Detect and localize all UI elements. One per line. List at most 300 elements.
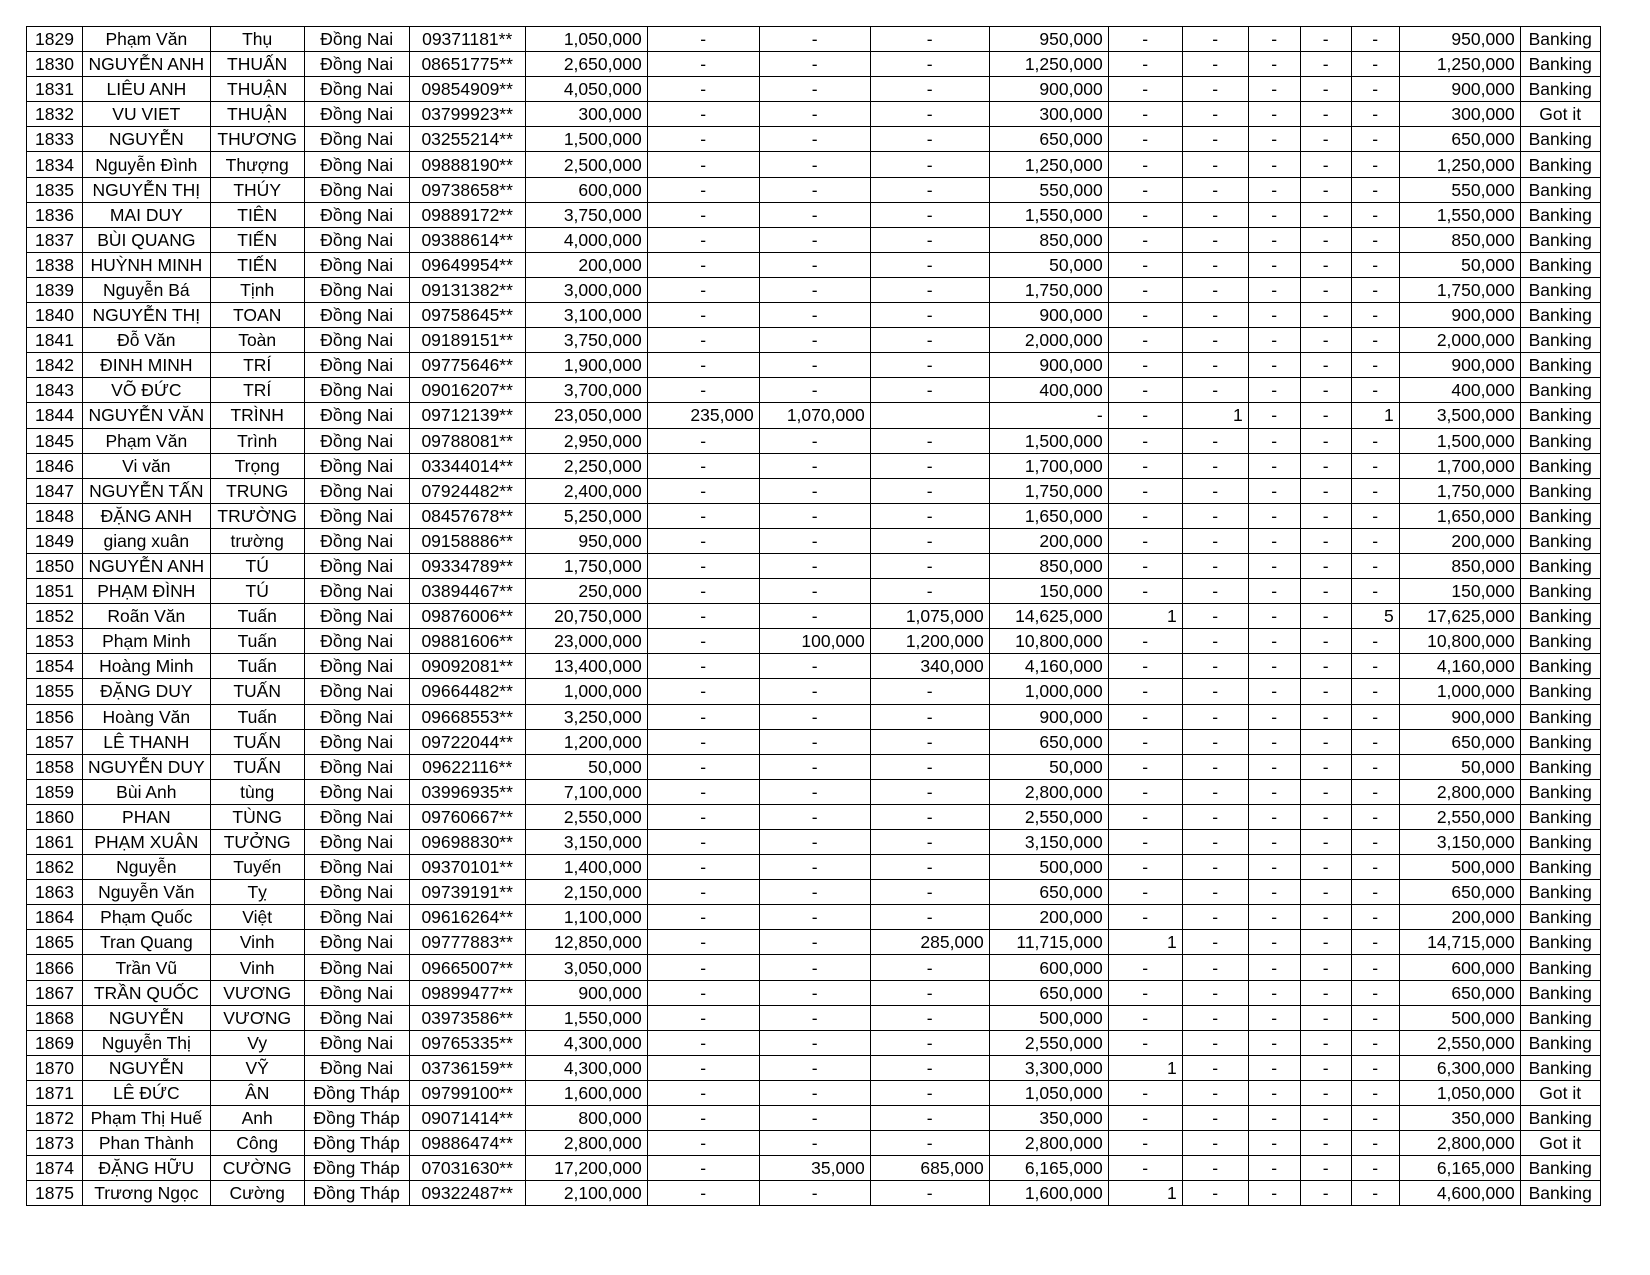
table-row — [27, 478, 1601, 503]
phone-cell: 09665007** — [409, 955, 525, 980]
row-number-cell: 1842 — [27, 353, 83, 378]
total-cell: 650,000 — [1399, 127, 1520, 152]
last-name-cell: PHẠM ĐÌNH — [83, 579, 211, 604]
count-4-cell: - — [1300, 303, 1351, 328]
phone-cell: 09889172** — [409, 202, 525, 227]
row-number-cell: 1831 — [27, 77, 83, 102]
first-name-cell: TOAN — [210, 303, 304, 328]
paid-amount-cell: 350,000 — [989, 1106, 1108, 1131]
row-number-cell: 1841 — [27, 328, 83, 353]
paid-amount-cell: 2,550,000 — [989, 1030, 1108, 1055]
col-7-cell: - — [647, 1080, 759, 1105]
col-9-cell: - — [870, 980, 989, 1005]
last-name-cell: LIÊU ANH — [83, 77, 211, 102]
col-8-cell: - — [759, 353, 870, 378]
amount-cell: 1,900,000 — [525, 353, 647, 378]
phone-cell: 03736159** — [409, 1055, 525, 1080]
paid-amount-cell: 500,000 — [989, 1005, 1108, 1030]
count-4-cell: - — [1300, 905, 1351, 930]
last-name-cell: NGUYỄN THỊ — [83, 177, 211, 202]
paid-amount-cell: 900,000 — [989, 77, 1108, 102]
col-7-cell: - — [647, 328, 759, 353]
last-name-cell: NGUYỄN DUY — [83, 754, 211, 779]
col-9-cell: - — [870, 252, 989, 277]
amount-cell: 2,100,000 — [525, 1181, 647, 1206]
count-5-cell: 5 — [1351, 604, 1399, 629]
last-name-cell: HUỲNH MINH — [83, 252, 211, 277]
method-cell: Banking — [1520, 403, 1600, 428]
paid-amount-cell: - — [989, 403, 1108, 428]
amount-cell: 1,750,000 — [525, 553, 647, 578]
col-7-cell: - — [647, 303, 759, 328]
phone-cell: 03799923** — [409, 102, 525, 127]
total-cell: 1,250,000 — [1399, 152, 1520, 177]
last-name-cell: ĐẶNG HỮU — [83, 1156, 211, 1181]
col-7-cell: - — [647, 1156, 759, 1181]
first-name-cell: Thụ — [210, 27, 304, 52]
total-cell: 900,000 — [1399, 704, 1520, 729]
col-7-cell: - — [647, 1055, 759, 1080]
method-cell: Banking — [1520, 679, 1600, 704]
last-name-cell: NGUYỄN — [83, 1055, 211, 1080]
table-row — [27, 729, 1601, 754]
count-1-cell: - — [1108, 353, 1182, 378]
col-9-cell: - — [870, 804, 989, 829]
col-8-cell: - — [759, 378, 870, 403]
first-name-cell: TƯỞNG — [210, 830, 304, 855]
row-number-cell: 1839 — [27, 277, 83, 302]
row-number-cell: 1858 — [27, 754, 83, 779]
col-8-cell: - — [759, 1131, 870, 1156]
count-2-cell: - — [1182, 930, 1248, 955]
amount-cell: 2,650,000 — [525, 52, 647, 77]
count-2-cell: - — [1182, 553, 1248, 578]
phone-cell: 09886474** — [409, 1131, 525, 1156]
total-cell: 600,000 — [1399, 955, 1520, 980]
amount-cell: 13,400,000 — [525, 654, 647, 679]
method-cell: Banking — [1520, 328, 1600, 353]
total-cell: 1,000,000 — [1399, 679, 1520, 704]
count-2-cell: - — [1182, 227, 1248, 252]
count-4-cell: - — [1300, 679, 1351, 704]
col-8-cell: - — [759, 1181, 870, 1206]
col-9-cell: - — [870, 328, 989, 353]
amount-cell: 3,250,000 — [525, 704, 647, 729]
paid-amount-cell: 14,625,000 — [989, 604, 1108, 629]
table-row — [27, 1030, 1601, 1055]
col-9-cell: - — [870, 102, 989, 127]
count-1-cell: - — [1108, 804, 1182, 829]
first-name-cell: TÚ — [210, 553, 304, 578]
first-name-cell: Toàn — [210, 328, 304, 353]
row-number-cell: 1851 — [27, 579, 83, 604]
col-7-cell: - — [647, 453, 759, 478]
count-5-cell: - — [1351, 830, 1399, 855]
last-name-cell: BÙI QUANG — [83, 227, 211, 252]
total-cell: 400,000 — [1399, 378, 1520, 403]
method-cell: Banking — [1520, 52, 1600, 77]
paid-amount-cell: 900,000 — [989, 303, 1108, 328]
col-9-cell: - — [870, 277, 989, 302]
col-8-cell: 1,070,000 — [759, 403, 870, 428]
amount-cell: 300,000 — [525, 102, 647, 127]
count-3-cell: - — [1248, 428, 1300, 453]
count-4-cell: - — [1300, 227, 1351, 252]
count-5-cell: - — [1351, 252, 1399, 277]
count-3-cell: - — [1248, 754, 1300, 779]
row-number-cell: 1865 — [27, 930, 83, 955]
method-cell: Banking — [1520, 1030, 1600, 1055]
col-7-cell: - — [647, 955, 759, 980]
phone-cell: 09649954** — [409, 252, 525, 277]
row-number-cell: 1859 — [27, 779, 83, 804]
amount-cell: 23,000,000 — [525, 629, 647, 654]
row-number-cell: 1855 — [27, 679, 83, 704]
method-cell: Got it — [1520, 102, 1600, 127]
province-cell: Đồng Nai — [304, 378, 409, 403]
province-cell: Đồng Tháp — [304, 1106, 409, 1131]
col-8-cell: - — [759, 152, 870, 177]
total-cell: 850,000 — [1399, 553, 1520, 578]
total-cell: 1,550,000 — [1399, 202, 1520, 227]
phone-cell: 07031630** — [409, 1156, 525, 1181]
table-row — [27, 905, 1601, 930]
col-8-cell: - — [759, 1106, 870, 1131]
count-1-cell: - — [1108, 378, 1182, 403]
row-number-cell: 1867 — [27, 980, 83, 1005]
phone-cell: 09370101** — [409, 855, 525, 880]
col-9-cell: - — [870, 1131, 989, 1156]
last-name-cell: Phạm Thị Huế — [83, 1106, 211, 1131]
total-cell: 200,000 — [1399, 528, 1520, 553]
col-7-cell: - — [647, 855, 759, 880]
province-cell: Đồng Tháp — [304, 1131, 409, 1156]
count-3-cell: - — [1248, 453, 1300, 478]
paid-amount-cell: 650,000 — [989, 127, 1108, 152]
count-4-cell: - — [1300, 403, 1351, 428]
total-cell: 550,000 — [1399, 177, 1520, 202]
count-2-cell: - — [1182, 1181, 1248, 1206]
method-cell: Banking — [1520, 1055, 1600, 1080]
method-cell: Banking — [1520, 1181, 1600, 1206]
count-3-cell: - — [1248, 1055, 1300, 1080]
amount-cell: 250,000 — [525, 579, 647, 604]
paid-amount-cell: 850,000 — [989, 227, 1108, 252]
method-cell: Banking — [1520, 478, 1600, 503]
first-name-cell: Tịnh — [210, 277, 304, 302]
count-3-cell: - — [1248, 980, 1300, 1005]
method-cell: Banking — [1520, 353, 1600, 378]
col-8-cell: - — [759, 855, 870, 880]
col-7-cell: - — [647, 503, 759, 528]
province-cell: Đồng Nai — [304, 1005, 409, 1030]
province-cell: Đồng Nai — [304, 579, 409, 604]
province-cell: Đồng Nai — [304, 779, 409, 804]
method-cell: Banking — [1520, 453, 1600, 478]
count-4-cell: - — [1300, 52, 1351, 77]
paid-amount-cell: 1,000,000 — [989, 679, 1108, 704]
paid-amount-cell: 50,000 — [989, 252, 1108, 277]
last-name-cell: LÊ ĐỨC — [83, 1080, 211, 1105]
phone-cell: 09712139** — [409, 403, 525, 428]
phone-cell: 09854909** — [409, 77, 525, 102]
row-number-cell: 1856 — [27, 704, 83, 729]
total-cell: 3,500,000 — [1399, 403, 1520, 428]
last-name-cell: Phạm Minh — [83, 629, 211, 654]
count-5-cell: - — [1351, 629, 1399, 654]
method-cell: Banking — [1520, 704, 1600, 729]
count-5-cell: - — [1351, 654, 1399, 679]
first-name-cell: TÚ — [210, 579, 304, 604]
count-3-cell: - — [1248, 303, 1300, 328]
first-name-cell: TRÍ — [210, 378, 304, 403]
count-5-cell: - — [1351, 855, 1399, 880]
last-name-cell: TRẦN QUỐC — [83, 980, 211, 1005]
amount-cell: 50,000 — [525, 754, 647, 779]
method-cell: Banking — [1520, 378, 1600, 403]
province-cell: Đồng Nai — [304, 804, 409, 829]
count-1-cell: - — [1108, 1131, 1182, 1156]
col-9-cell: - — [870, 453, 989, 478]
count-2-cell: 1 — [1182, 403, 1248, 428]
phone-cell: 09622116** — [409, 754, 525, 779]
province-cell: Đồng Tháp — [304, 1181, 409, 1206]
col-9-cell: 685,000 — [870, 1156, 989, 1181]
table-row — [27, 428, 1601, 453]
phone-cell: 09664482** — [409, 679, 525, 704]
table-row — [27, 102, 1601, 127]
total-cell: 1,050,000 — [1399, 1080, 1520, 1105]
last-name-cell: Đỗ Văn — [83, 328, 211, 353]
method-cell: Banking — [1520, 177, 1600, 202]
count-5-cell: - — [1351, 177, 1399, 202]
count-4-cell: - — [1300, 804, 1351, 829]
row-number-cell: 1861 — [27, 830, 83, 855]
count-2-cell: - — [1182, 378, 1248, 403]
province-cell: Đồng Nai — [304, 277, 409, 302]
col-7-cell: - — [647, 1131, 759, 1156]
method-cell: Banking — [1520, 579, 1600, 604]
phone-cell: 09799100** — [409, 1080, 525, 1105]
paid-amount-cell: 4,160,000 — [989, 654, 1108, 679]
count-4-cell: - — [1300, 1131, 1351, 1156]
table-row — [27, 880, 1601, 905]
amount-cell: 2,950,000 — [525, 428, 647, 453]
paid-amount-cell: 50,000 — [989, 754, 1108, 779]
col-9-cell: - — [870, 227, 989, 252]
count-4-cell: - — [1300, 277, 1351, 302]
total-cell: 1,250,000 — [1399, 52, 1520, 77]
province-cell: Đồng Nai — [304, 754, 409, 779]
count-5-cell: - — [1351, 102, 1399, 127]
paid-amount-cell: 3,150,000 — [989, 830, 1108, 855]
count-2-cell: - — [1182, 252, 1248, 277]
row-number-cell: 1857 — [27, 729, 83, 754]
table-row — [27, 1181, 1601, 1206]
phone-cell: 09668553** — [409, 704, 525, 729]
col-7-cell: - — [647, 252, 759, 277]
col-7-cell: - — [647, 77, 759, 102]
col-8-cell: - — [759, 528, 870, 553]
col-8-cell: - — [759, 277, 870, 302]
amount-cell: 2,800,000 — [525, 1131, 647, 1156]
total-cell: 200,000 — [1399, 905, 1520, 930]
count-4-cell: - — [1300, 579, 1351, 604]
count-5-cell: - — [1351, 779, 1399, 804]
province-cell: Đồng Nai — [304, 980, 409, 1005]
col-8-cell: - — [759, 579, 870, 604]
last-name-cell: Phan Thành — [83, 1131, 211, 1156]
last-name-cell: giang xuân — [83, 528, 211, 553]
count-4-cell: - — [1300, 1080, 1351, 1105]
first-name-cell: Tuấn — [210, 604, 304, 629]
count-5-cell: - — [1351, 704, 1399, 729]
total-cell: 10,800,000 — [1399, 629, 1520, 654]
col-8-cell: - — [759, 930, 870, 955]
count-2-cell: - — [1182, 880, 1248, 905]
province-cell: Đồng Nai — [304, 52, 409, 77]
phone-cell: 09888190** — [409, 152, 525, 177]
row-number-cell: 1840 — [27, 303, 83, 328]
col-8-cell: - — [759, 779, 870, 804]
province-cell: Đồng Nai — [304, 27, 409, 52]
first-name-cell: Tuấn — [210, 654, 304, 679]
count-1-cell: 1 — [1108, 604, 1182, 629]
count-2-cell: - — [1182, 202, 1248, 227]
method-cell: Banking — [1520, 277, 1600, 302]
col-7-cell: - — [647, 779, 759, 804]
col-8-cell: - — [759, 503, 870, 528]
col-8-cell: - — [759, 729, 870, 754]
row-number-cell: 1874 — [27, 1156, 83, 1181]
phone-cell: 08457678** — [409, 503, 525, 528]
first-name-cell: Công — [210, 1131, 304, 1156]
paid-amount-cell: 2,550,000 — [989, 804, 1108, 829]
table-row — [27, 855, 1601, 880]
col-8-cell: - — [759, 77, 870, 102]
row-number-cell: 1847 — [27, 478, 83, 503]
col-9-cell: - — [870, 553, 989, 578]
phone-cell: 09371181** — [409, 27, 525, 52]
first-name-cell: Anh — [210, 1106, 304, 1131]
table-row — [27, 403, 1601, 428]
amount-cell: 23,050,000 — [525, 403, 647, 428]
count-5-cell: - — [1351, 579, 1399, 604]
last-name-cell: NGUYỄN ANH — [83, 553, 211, 578]
col-7-cell: - — [647, 930, 759, 955]
count-1-cell: - — [1108, 1005, 1182, 1030]
count-1-cell: - — [1108, 52, 1182, 77]
paid-amount-cell: 2,000,000 — [989, 328, 1108, 353]
row-number-cell: 1870 — [27, 1055, 83, 1080]
col-8-cell: - — [759, 804, 870, 829]
table-row — [27, 779, 1601, 804]
col-7-cell: - — [647, 679, 759, 704]
count-5-cell: - — [1351, 1055, 1399, 1080]
paid-amount-cell: 11,715,000 — [989, 930, 1108, 955]
count-2-cell: - — [1182, 804, 1248, 829]
method-cell: Banking — [1520, 503, 1600, 528]
count-5-cell: - — [1351, 227, 1399, 252]
col-7-cell: - — [647, 754, 759, 779]
count-1-cell: - — [1108, 729, 1182, 754]
count-3-cell: - — [1248, 880, 1300, 905]
row-number-cell: 1869 — [27, 1030, 83, 1055]
count-5-cell: - — [1351, 1005, 1399, 1030]
count-3-cell: - — [1248, 704, 1300, 729]
col-8-cell: - — [759, 102, 870, 127]
paid-amount-cell: 1,500,000 — [989, 428, 1108, 453]
amount-cell: 2,250,000 — [525, 453, 647, 478]
amount-cell: 2,400,000 — [525, 478, 647, 503]
phone-cell: 09876006** — [409, 604, 525, 629]
amount-cell: 950,000 — [525, 528, 647, 553]
count-4-cell: - — [1300, 328, 1351, 353]
count-4-cell: - — [1300, 1181, 1351, 1206]
col-9-cell: - — [870, 378, 989, 403]
method-cell: Banking — [1520, 127, 1600, 152]
method-cell: Banking — [1520, 604, 1600, 629]
col-7-cell: - — [647, 202, 759, 227]
count-1-cell: - — [1108, 553, 1182, 578]
row-number-cell: 1854 — [27, 654, 83, 679]
method-cell: Banking — [1520, 754, 1600, 779]
method-cell: Banking — [1520, 905, 1600, 930]
total-cell: 300,000 — [1399, 102, 1520, 127]
total-cell: 1,700,000 — [1399, 453, 1520, 478]
province-cell: Đồng Nai — [304, 152, 409, 177]
col-9-cell: - — [870, 303, 989, 328]
count-2-cell: - — [1182, 955, 1248, 980]
paid-amount-cell: 3,300,000 — [989, 1055, 1108, 1080]
count-4-cell: - — [1300, 955, 1351, 980]
count-2-cell: - — [1182, 1030, 1248, 1055]
table-row — [27, 127, 1601, 152]
total-cell: 850,000 — [1399, 227, 1520, 252]
count-2-cell: - — [1182, 1005, 1248, 1030]
first-name-cell: VỸ — [210, 1055, 304, 1080]
last-name-cell: ĐẶNG DUY — [83, 679, 211, 704]
count-3-cell: - — [1248, 553, 1300, 578]
last-name-cell: PHAN — [83, 804, 211, 829]
phone-cell: 09777883** — [409, 930, 525, 955]
table-row — [27, 252, 1601, 277]
count-5-cell: - — [1351, 127, 1399, 152]
col-9-cell: - — [870, 503, 989, 528]
paid-amount-cell: 650,000 — [989, 880, 1108, 905]
count-4-cell: - — [1300, 729, 1351, 754]
last-name-cell: Phạm Quốc — [83, 905, 211, 930]
count-5-cell: - — [1351, 328, 1399, 353]
province-cell: Đồng Nai — [304, 403, 409, 428]
count-5-cell: - — [1351, 1156, 1399, 1181]
count-2-cell: - — [1182, 629, 1248, 654]
count-1-cell: - — [1108, 503, 1182, 528]
count-2-cell: - — [1182, 528, 1248, 553]
phone-cell: 03255214** — [409, 127, 525, 152]
count-3-cell: - — [1248, 528, 1300, 553]
count-5-cell: - — [1351, 1030, 1399, 1055]
col-9-cell: - — [870, 478, 989, 503]
col-8-cell: - — [759, 453, 870, 478]
count-1-cell: 1 — [1108, 930, 1182, 955]
province-cell: Đồng Nai — [304, 704, 409, 729]
total-cell: 1,650,000 — [1399, 503, 1520, 528]
method-cell: Banking — [1520, 1005, 1600, 1030]
col-7-cell: - — [647, 980, 759, 1005]
col-8-cell: - — [759, 1005, 870, 1030]
method-cell: Banking — [1520, 1156, 1600, 1181]
